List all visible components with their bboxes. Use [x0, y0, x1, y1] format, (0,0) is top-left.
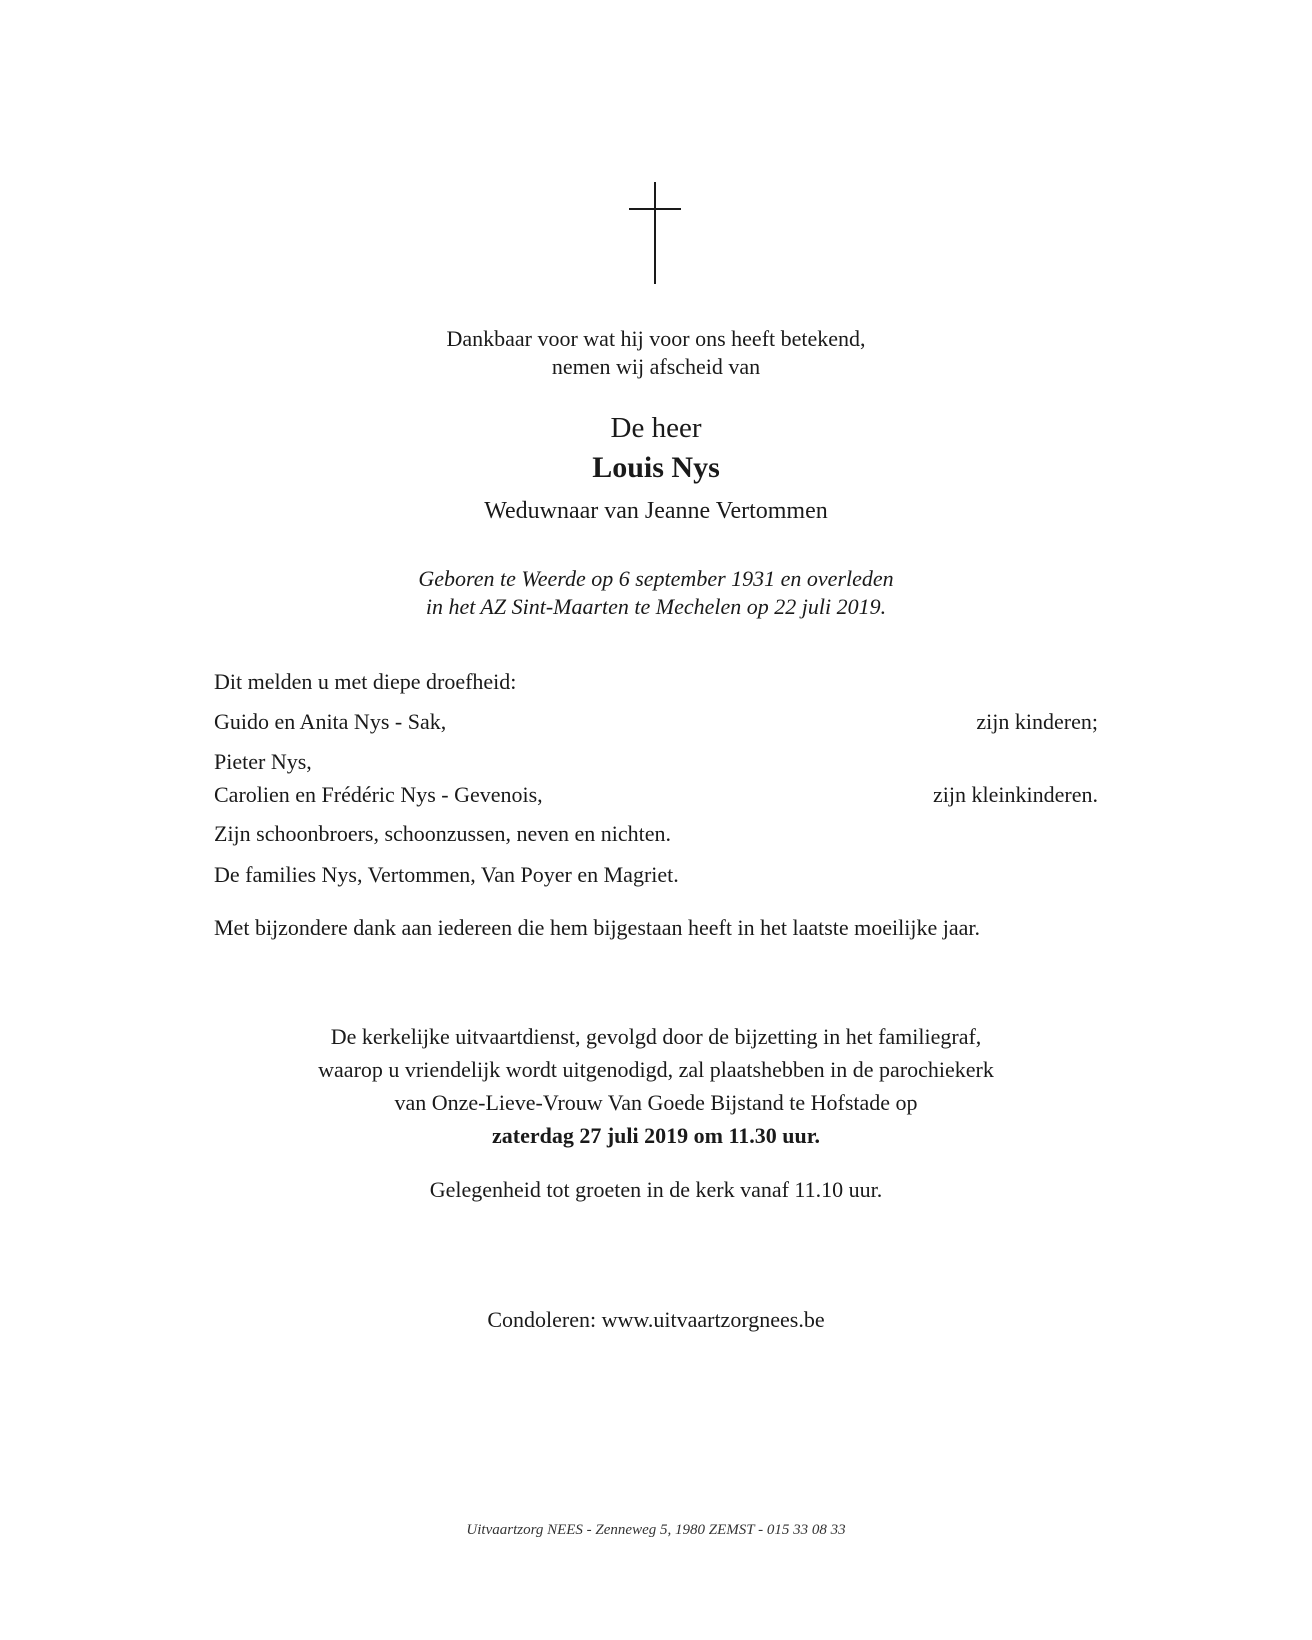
birth-line: Geboren te Weerde op 6 september 1931 en overleden — [418, 566, 894, 591]
family-heading — [214, 668, 1098, 696]
intro-line-2: nemen wij afscheid van — [551, 354, 761, 379]
cross-icon — [629, 182, 683, 284]
condolences-link[interactable]: Condoleren: www.uitvaartzorgnees.be — [487, 1307, 825, 1332]
grandchild-1: Pieter Nys, — [214, 749, 312, 774]
grandchildren-label: zijn kleinkinderen. — [933, 782, 1098, 807]
deceased-name: Louis Nys — [592, 451, 720, 484]
thanks — [214, 914, 1098, 942]
deceased-relation: Weduwnaar van Jeanne Vertommen — [484, 498, 828, 524]
funeral-line-1: De kerkelijke uitvaartdienst, gevolgd door de bijzetting in het familiegraf, — [330, 1024, 982, 1049]
families — [214, 861, 1098, 889]
death-line: in het AZ Sint-Maarten te Mechelen op 22 juli 2019. — [425, 594, 887, 619]
intro-line-1: Dankbaar voor wat hij voor ons heeft betekend, — [446, 326, 866, 351]
birth-death-text — [0, 565, 1312, 621]
funeral-line-3: van Onze-Lieve-Vrouw Van Goede Bijstand te Hofstade op — [394, 1090, 918, 1115]
children-row — [214, 708, 1098, 736]
in-laws-text: Zijn schoonbroers, schoonzussen, neven en nichten. — [214, 821, 671, 846]
family-heading-text: Dit melden u met diepe droefheid: — [214, 669, 517, 694]
footer-funeral-home: Uitvaartzorg NEES - Zenneweg 5, 1980 ZEMST - 015 33 08 33 — [466, 1522, 846, 1538]
visitation-text: Gelegenheid tot groeten in de kerk vanaf 11.10 uur. — [429, 1177, 883, 1202]
honorific: De heer — [610, 412, 702, 444]
children-label: zijn kinderen; — [976, 709, 1098, 734]
in-laws — [214, 820, 1098, 848]
funeral-date: zaterdag 27 juli 2019 om 11.30 uur. — [492, 1123, 820, 1148]
intro-text — [0, 325, 1312, 381]
grandchildren-block — [214, 748, 1098, 809]
families-text: De families Nys, Vertommen, Van Poyer en Magriet. — [214, 862, 679, 887]
children-names: Guido en Anita Nys - Sak, — [214, 709, 447, 734]
funeral-details — [0, 1020, 1312, 1152]
funeral-line-2: waarop u vriendelijk wordt uitgenodigd, zal plaatshebben in de parochiekerk — [318, 1057, 994, 1082]
grandchild-2: Carolien en Frédéric Nys - Gevenois, — [214, 782, 543, 807]
thanks-text: Met bijzondere dank aan iedereen die hem bijgestaan heeft in het laatste moeilijke jaar. — [214, 915, 981, 940]
